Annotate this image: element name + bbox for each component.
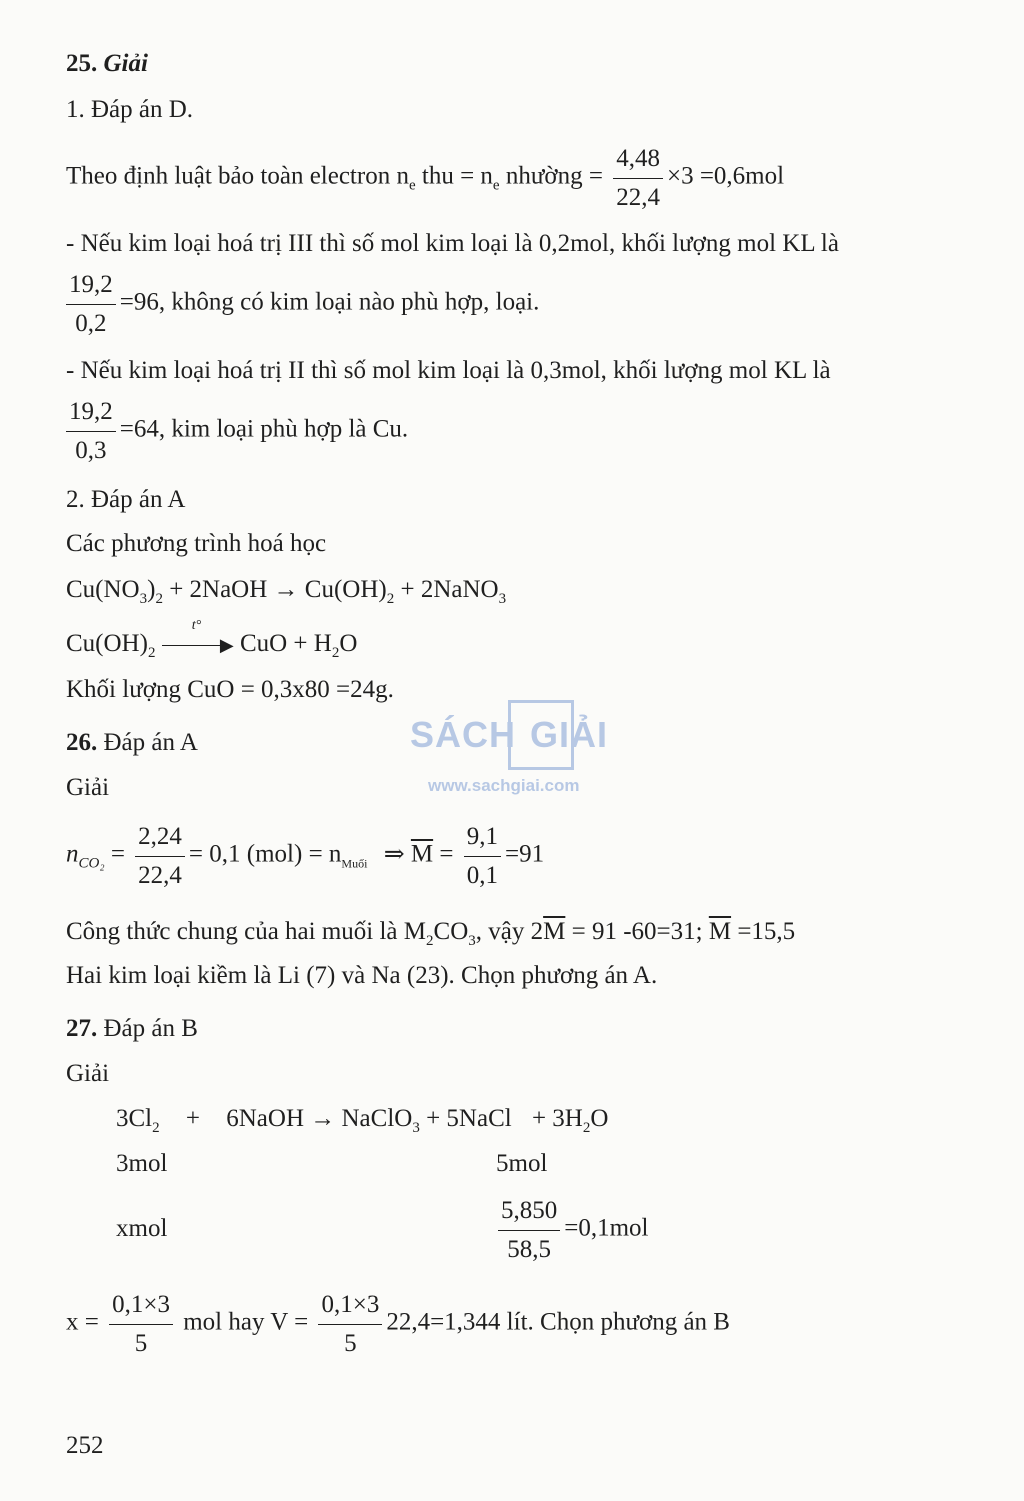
sub: 2 [582, 1120, 591, 1136]
text: =15,5 [731, 918, 796, 945]
watermark-logo [408, 700, 618, 800]
text: = [439, 840, 454, 868]
fraction [498, 1192, 560, 1268]
text: = [110, 840, 125, 868]
text: CO [433, 918, 469, 945]
sub: 3 [498, 591, 507, 607]
q25-number: 25. [66, 50, 98, 77]
equation-1 [66, 576, 506, 608]
fraction [318, 1286, 382, 1362]
denominator: 0,2 [75, 309, 107, 337]
sub: 2 [155, 591, 163, 607]
text: GIẢI [530, 714, 609, 755]
q26-formula-line [66, 918, 795, 950]
numerator: 19,2 [66, 393, 116, 432]
sub: CO₂ [78, 855, 105, 872]
text: SÁCH [410, 714, 517, 755]
sub: 3 [468, 933, 476, 949]
q27-number: 27. [66, 1015, 98, 1042]
arrow-label: t° [191, 618, 202, 634]
sub: 2 [331, 645, 340, 661]
q25-title: Giải [103, 50, 148, 77]
q26-number: 26. [66, 729, 98, 756]
q27-row2-left: xmol [116, 1215, 168, 1242]
sub: 3 [412, 1120, 420, 1136]
q27-heading [66, 1015, 198, 1043]
text: 22,4=1,344 lít. Chọn phương án B [386, 1308, 730, 1336]
denominator: 58,5 [507, 1235, 551, 1263]
numerator: 9,1 [464, 818, 501, 857]
fraction [109, 1286, 173, 1362]
result: ×3 =0,6mol [666, 162, 785, 190]
q25-mass-line: Khối lượng CuO = 0,3x80 =24g. [66, 676, 394, 703]
text: 6NaOH → NaClO [226, 1105, 413, 1132]
sub: 2 [386, 591, 395, 607]
text: = 91 -60=31; [565, 918, 703, 945]
q26-answer: Đáp án A [97, 729, 198, 756]
q27-giai: Giải [66, 1060, 110, 1087]
q26-conclusion: Hai kim loại kiềm là Li (7) và Na (23). Chọn phương án A. [66, 962, 658, 989]
sub: Muối [341, 856, 368, 871]
q27-answer: Đáp án B [97, 1015, 198, 1042]
q25-heading [66, 50, 148, 78]
text: mol hay V = [183, 1308, 309, 1336]
denominator: 22,4 [138, 861, 182, 889]
text: Cu(NO [66, 576, 140, 603]
numerator: 2,24 [135, 818, 185, 857]
numerator: 4,48 [613, 140, 663, 179]
q25-part1-heading: 1. Đáp án D. [66, 96, 194, 123]
fraction [66, 266, 116, 342]
text: 3Cl [116, 1105, 153, 1132]
watermark-text [410, 714, 608, 756]
q25-part2-heading: 2. Đáp án A [66, 486, 186, 513]
text: + 5NaCl [419, 1105, 512, 1132]
sub: 3 [139, 591, 148, 607]
fraction [464, 818, 501, 894]
text: O [339, 630, 358, 657]
denominator: 22,4 [616, 183, 660, 211]
text: Công thức chung của hai muối là M [66, 918, 427, 945]
text: $\overline{M}$ [410, 840, 434, 868]
q26-heading [66, 729, 198, 757]
q25-case3-line: - Nếu kim loại hoá trị III thì số mol kim loại là 0,2mol, khối lượng mol KL là [66, 230, 839, 257]
text: + [185, 1105, 200, 1132]
numerator: 0,1×3 [318, 1286, 382, 1325]
fraction [66, 393, 116, 469]
numerator: 0,1×3 [109, 1286, 173, 1325]
q27-row2-right [494, 1192, 649, 1268]
page-number: 252 [66, 1432, 104, 1459]
q27-final-line [66, 1286, 730, 1362]
equation-2 [66, 618, 358, 662]
q27-equation [116, 1105, 608, 1137]
text: =96, không có kim loại nào phù hợp, loại. [119, 288, 540, 316]
denominator: 5 [344, 1329, 357, 1357]
text: Theo định luật bảo toàn electron n [66, 162, 409, 190]
text: =64, kim loại phù hợp là Cu. [119, 415, 409, 443]
sub: 2 [152, 1120, 160, 1136]
text: =91 [504, 840, 545, 868]
denominator: 0,1 [466, 861, 498, 889]
fraction [613, 140, 663, 216]
text: thu = n [415, 162, 493, 190]
q25-case3-result [62, 266, 539, 342]
q27-row1-right: 5mol [496, 1150, 548, 1177]
text: + 3H [531, 1105, 583, 1132]
denominator: 5 [134, 1329, 148, 1357]
q25-case2-result [62, 393, 408, 469]
q25-case2-line: - Nếu kim loại hoá trị II thì số mol kim loại là 0,3mol, khối lượng mol KL là [66, 357, 831, 384]
text: x = [66, 1308, 99, 1336]
numerator: 19,2 [66, 266, 116, 305]
sub: 2 [147, 645, 156, 661]
text: = 0,1 (mol) = n [188, 840, 342, 868]
sub: e [408, 177, 416, 194]
text: =0,1mol [564, 1214, 649, 1242]
text: + 2NaNO [394, 576, 499, 603]
text: Cu(OH) [66, 630, 148, 657]
text: + 2NaOH → Cu(OH) [162, 576, 387, 603]
numerator: 5,850 [498, 1192, 560, 1231]
q27-row1-left: 3mol [116, 1150, 168, 1177]
fraction [135, 818, 185, 894]
text: O [590, 1105, 609, 1132]
q25-electron-line [66, 140, 784, 216]
denominator: 0,3 [75, 436, 107, 464]
text: n [66, 840, 79, 868]
q26-giai: Giải [66, 774, 110, 801]
implies-icon: ⇒ [383, 840, 405, 868]
sub: e [492, 177, 500, 194]
text: , vậy 2 [475, 918, 544, 945]
sub: 2 [426, 933, 434, 949]
text: CuO + H [239, 630, 332, 657]
heat-arrow-icon: t° ▶ [162, 636, 234, 654]
watermark-url: www.sachgiai.com [428, 776, 580, 795]
text: nhường = [499, 162, 603, 190]
q26-mol-equation [66, 818, 544, 894]
text: ) [147, 576, 156, 603]
text: $\overline{M}$ [543, 918, 566, 945]
text: $\overline{M}$ [708, 918, 732, 945]
q25-part2-intro: Các phương trình hoá học [66, 530, 327, 557]
